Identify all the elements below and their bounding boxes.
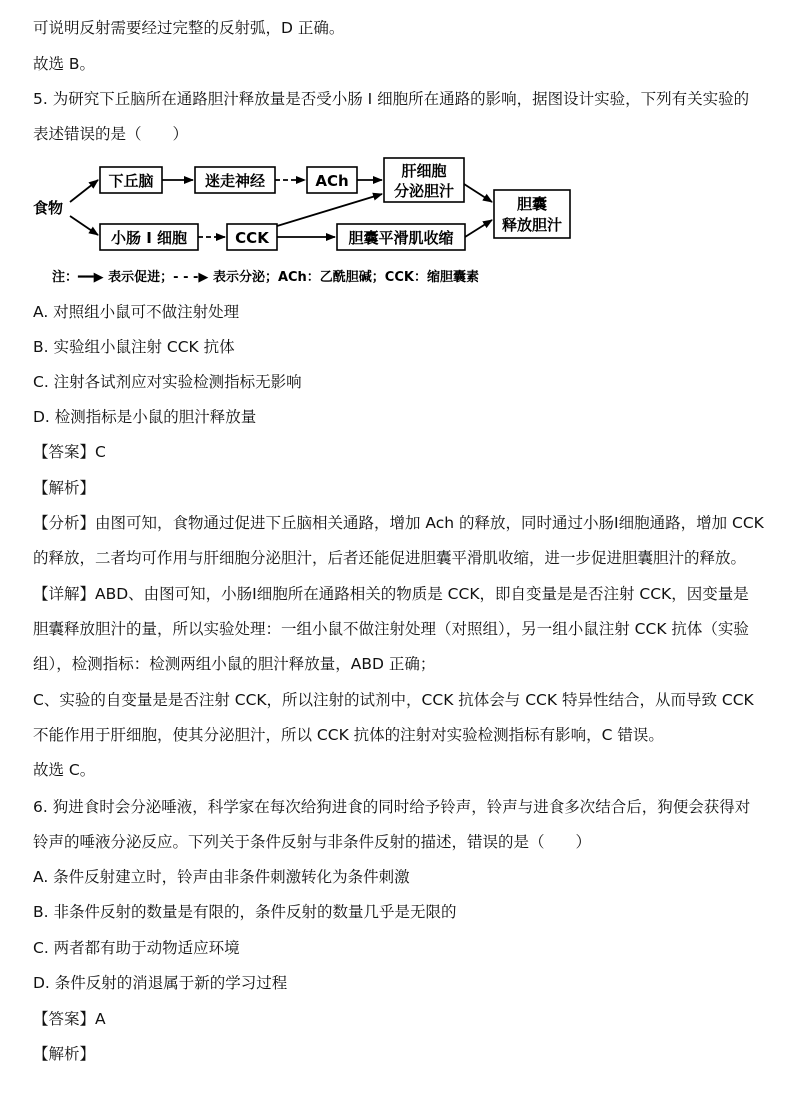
liver-label-line1: 肝细胞 — [401, 162, 447, 180]
question-6-stem: 铃声的唾液分泌反应。下列关于条件反射与非条件反射的描述，错误的是（ ） — [33, 833, 592, 851]
analysis-label: 【解析】 — [33, 479, 96, 497]
analysis-label: 【解析】 — [33, 1045, 96, 1063]
detail-text: C、实验的自变量是是否注射 CCK，所以注射的试剂中，CCK 抗体会与 CCK 特异性结合，从而导致 CCK — [33, 691, 754, 709]
hypothalamus-label: 下丘脑 — [108, 172, 154, 190]
ach-label: ACh — [315, 172, 349, 190]
option-d: D. 条件反射的消退属于新的学习过程 — [33, 974, 288, 992]
option-a: A. 对照组小鼠可不做注射处理 — [33, 303, 240, 321]
option-d: D. 检测指标是小鼠的胆汁释放量 — [33, 408, 257, 426]
arrow-muscle-gallbladder — [465, 220, 492, 237]
analysis-text: 【分析】由图可知，食物通过促进下丘脑相关通路，增加 Ach 的释放，同时通过小肠I细胞通路，增加 CCK — [33, 514, 764, 532]
detail-text: 组），检测指标：检测两组小鼠的胆汁释放量，ABD 正确； — [33, 655, 436, 673]
option-b: B. 实验组小鼠注射 CCK 抗体 — [33, 338, 235, 356]
arrow-food-icell — [70, 216, 98, 235]
gb-muscle-label: 胆囊平滑肌收缩 — [348, 229, 454, 247]
vagus-label: 迷走神经 — [204, 172, 266, 190]
option-b: B. 非条件反射的数量是有限的，条件反射的数量几乎是无限的 — [33, 903, 457, 921]
detail-text: 胆囊释放胆汁的量，所以实验处理：一组小鼠不做注射处理（对照组），另一组小鼠注射 CCK 抗体（实验 — [33, 620, 749, 638]
text-line: 故选 B。 — [33, 55, 96, 73]
answer-label: 【答案】C — [33, 443, 106, 461]
text-line: 可说明反射需要经过完整的反射弧，D 正确。 — [33, 19, 345, 37]
detail-text: 不能作用于肝细胞，使其分泌胆汁，所以 CCK 抗体的注射对实验检测指标有影响，C 错误。 — [33, 726, 664, 744]
question-6-stem: 6. 狗进食时会分泌唾液，科学家在每次给狗进食的同时给予铃声，铃声与进食多次结合后，狗便会获得对 — [33, 798, 751, 816]
option-c: C. 注射各试剂应对实验检测指标无影响 — [33, 373, 302, 391]
arrow-food-hypothalamus — [70, 180, 98, 202]
liver-label-line2: 分泌胆汁 — [393, 182, 455, 200]
question-5-stem: 表述错误的是（ ） — [33, 125, 189, 143]
analysis-text: 的释放，二者均可作用与肝细胞分泌胆汁，后者还能促进胆囊平滑肌收缩，进一步促进胆囊胆汁的释放。 — [33, 549, 747, 567]
diagram-note: 注：━━▶ 表示促进；- - -▶ 表示分泌；ACh：乙酰胆碱；CCK：缩胆囊素 — [52, 270, 479, 285]
option-a: A. 条件反射建立时，铃声由非条件刺激转化为条件刺激 — [33, 868, 410, 886]
gallbladder-label-line2: 释放胆汁 — [501, 216, 563, 234]
gallbladder-label-line1: 胆囊 — [516, 195, 548, 213]
answer-label: 【答案】A — [33, 1010, 106, 1028]
arrow-liver-gallbladder — [464, 184, 492, 202]
flow-diagram — [30, 150, 590, 295]
arrow-cck-liver — [277, 194, 382, 226]
conclusion: 故选 C。 — [33, 761, 96, 779]
option-c: C. 两者都有助于动物适应环境 — [33, 939, 240, 957]
food-label: 食物 — [33, 199, 64, 217]
icell-label: 小肠 I 细胞 — [110, 229, 188, 247]
detail-text: 【详解】ABD、由图可知，小肠I细胞所在通路相关的物质是 CCK，即自变量是是否注射 CCK，因变量是 — [33, 585, 749, 603]
question-5-stem: 5. 为研究下丘脑所在通路胆汁释放量是否受小肠 I 细胞所在通路的影响，据图设计实验，下列有关实验的 — [33, 90, 750, 108]
cck-label: CCK — [235, 229, 269, 247]
